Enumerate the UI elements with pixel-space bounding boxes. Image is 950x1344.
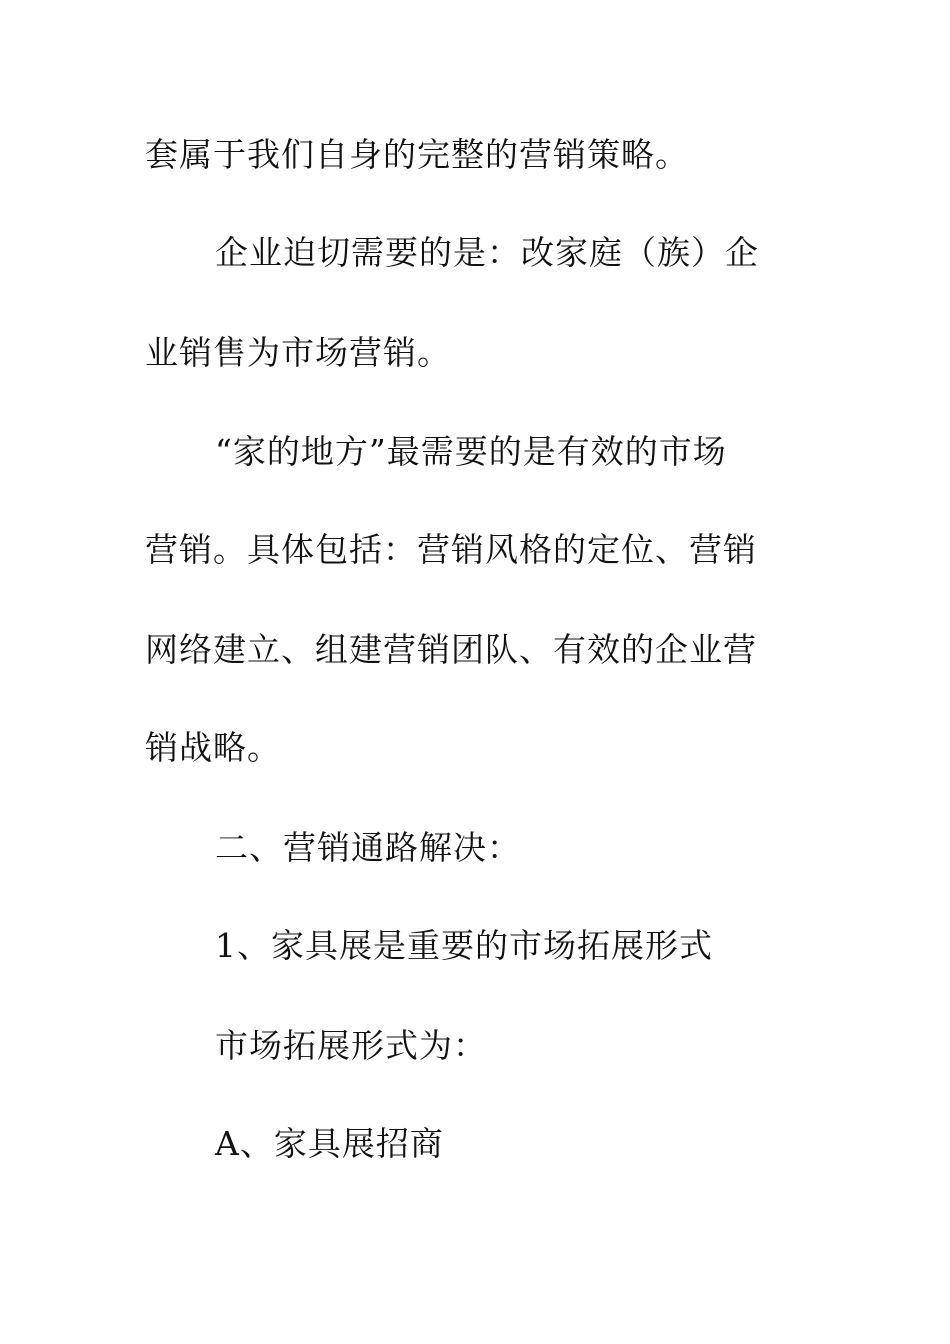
- paragraph-line-3: 业销售为市场营销。: [145, 333, 451, 372]
- subsection-heading-1: 1、家具展是重要的市场拓展形式: [215, 926, 713, 965]
- paragraph-line-5: 营销。具体包括：营销风格的定位、营销: [145, 530, 757, 569]
- paragraph-line-2: 企业迫切需要的是：改家庭（族）企: [215, 233, 759, 272]
- list-item-a: A、家具展招商: [215, 1124, 444, 1163]
- paragraph-line-6: 网络建立、组建营销团队、有效的企业营: [145, 630, 757, 669]
- section-heading: 二、营销通路解决：: [215, 828, 521, 867]
- paragraph-line-8: 市场拓展形式为：: [215, 1026, 487, 1065]
- paragraph-line-4: “家的地方”最需要的是有效的市场: [215, 432, 727, 471]
- paragraph-line-1: 套属于我们自身的完整的营销策略。: [145, 135, 689, 174]
- paragraph-line-7: 销战略。: [145, 728, 281, 767]
